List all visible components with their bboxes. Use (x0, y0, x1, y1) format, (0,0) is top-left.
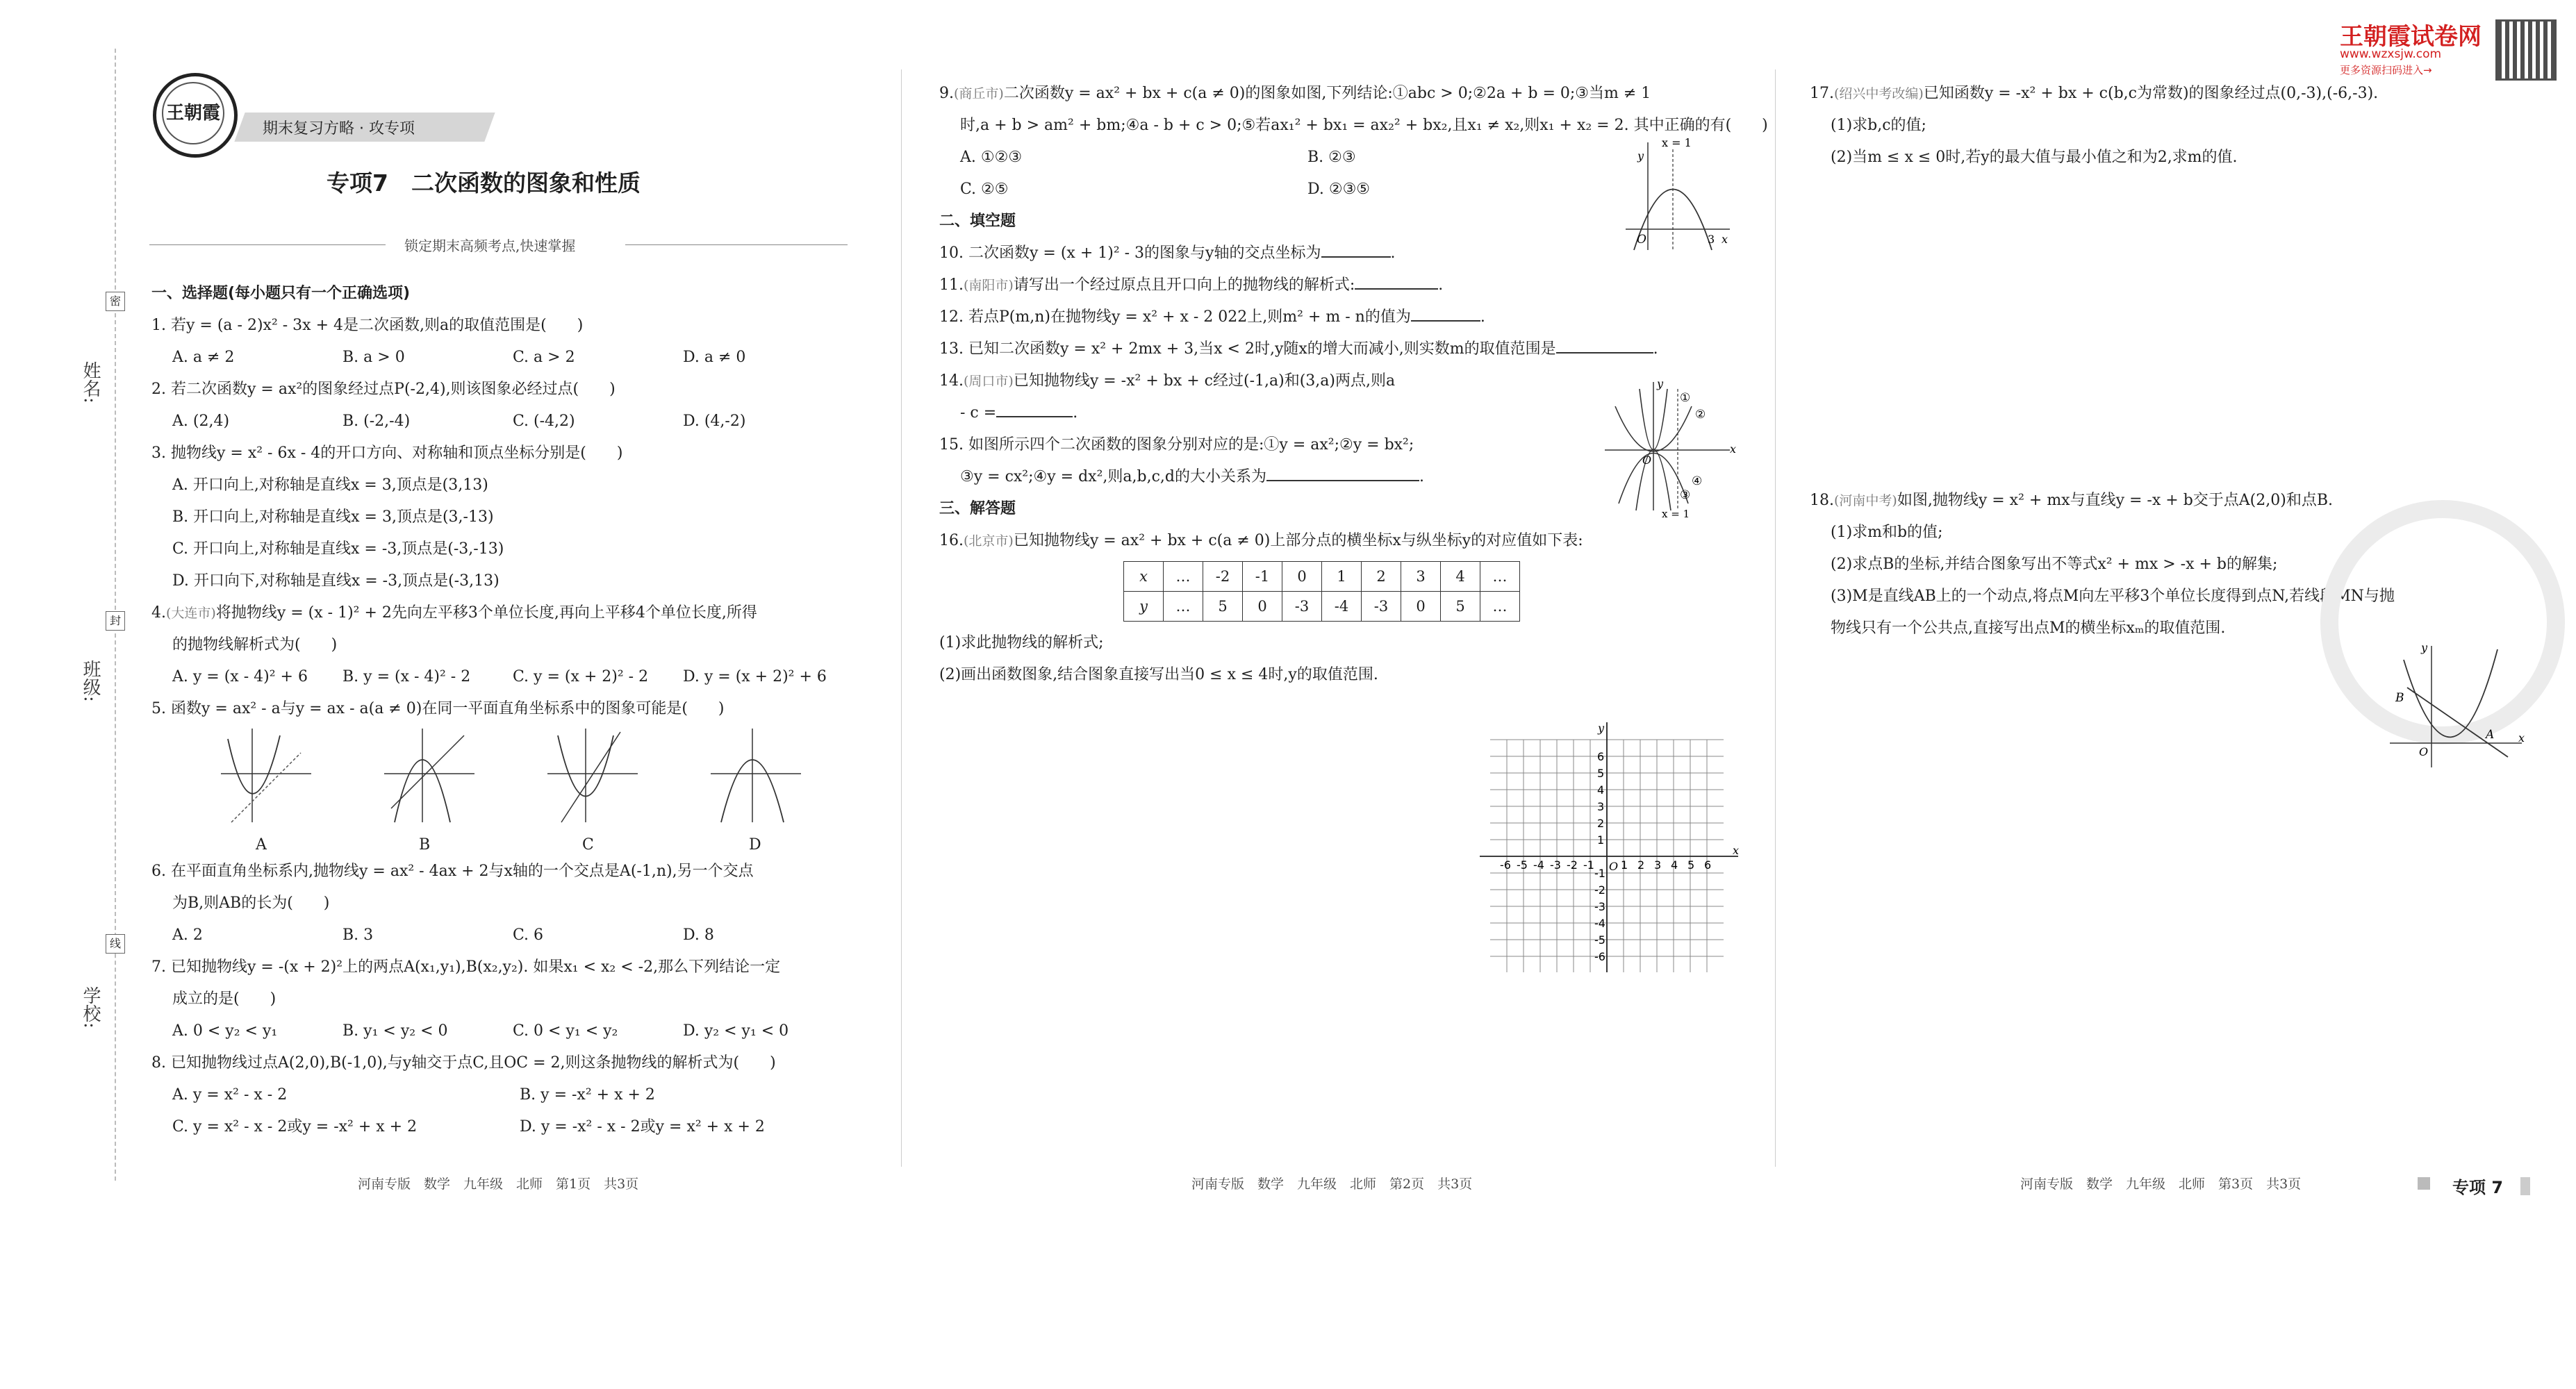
q10: 10. 二次函数y = (x + 1)² - 3的图象与y轴的交点坐标为 . (939, 238, 1759, 269)
q5-label-d: D (749, 836, 761, 854)
page-divider-2 (1775, 69, 1776, 1167)
q9-stem-line2: 时,a + b > am² + bm;④a - b + c > 0;⑤若ax₁² + bx₁ = ax₂² + bx₂,且x₁ ≠ x₂,则x₁ + x₂ = 2. 其中正确的有( ) (960, 117, 1768, 134)
table-row-y (1124, 592, 1520, 622)
q8-options-row2 (151, 1111, 874, 1143)
q17-num: 17. (1810, 85, 1834, 102)
q3-option-c[interactable]: C. 开口向上,对称轴是直线x = -3,顶点是(-3,-13) (172, 540, 504, 558)
section-choice: 一、选择题(每小题只有一个正确选项) (151, 285, 411, 302)
q17-part1: (1)求b,c的值; (1831, 117, 1926, 134)
q13-text: 13. 已知二次函数y = x² + 2mx + 3,当x < 2时,y随x的增大而减小,则实数m的取值范围是 (939, 340, 1556, 358)
grid-x-tick: 3 (1654, 858, 1662, 872)
grid-y-tick: 5 (1597, 767, 1605, 780)
q1-option-a[interactable]: A. a ≠ 2 (172, 349, 235, 366)
footer-page2: 河南专版 数学 九年级 北师 第2页 共3页 (1191, 1176, 1473, 1192)
q16-table-wrap (939, 557, 1759, 627)
q9-stem-text: 二次函数y = ax² + bx + c(a ≠ 0)的图象如图,下列结论:①abc > 0;②2a + b = 0;③当m ≠ 1 (1003, 85, 1651, 102)
brand-logo (153, 73, 238, 158)
q15-fig-label-4: ④ (1692, 474, 1703, 488)
table-cell: 0 (1282, 562, 1322, 592)
q4-option-c[interactable]: C. y = (x + 2)² - 2 (513, 668, 649, 685)
q12-answer-blank[interactable] (1411, 302, 1480, 322)
q5-figures (151, 725, 874, 856)
q18-figure (2383, 639, 2529, 771)
q8-stem: 8. 已知抛物线过点A(2,0),B(-1,0),与y轴交于点C,且OC = 2,则这条抛物线的解析式为( ) (151, 1054, 776, 1072)
q15-figure (1598, 375, 1744, 521)
q4-num: 4. (151, 604, 166, 622)
q13: 13. 已知二次函数y = x² + 2mx + 3,当x < 2时,y随x的增大而减小,则实数m的取值范围是 . (939, 333, 1759, 365)
brand-url[interactable]: www.wzxsjw.com (2340, 47, 2442, 61)
q9-stem-line1 (939, 78, 1759, 110)
q5-figure-b[interactable] (381, 725, 478, 829)
section-fill: 二、填空题 (939, 213, 1016, 230)
table-cell: 0 (1401, 592, 1441, 622)
q8-option-b[interactable]: B. y = -x² + x + 2 (520, 1086, 655, 1104)
q1-option-b[interactable]: B. a > 0 (342, 349, 405, 366)
q7-option-d[interactable]: D. y₂ < y₁ < 0 (683, 1022, 789, 1040)
q18-num: 18. (1810, 492, 1834, 509)
table-cell: 1 (1322, 562, 1362, 592)
seal-mi: 密 (106, 292, 125, 311)
q6-stem-line1: 6. 在平面直角坐标系内,抛物线y = ax² - 4ax + 2与x轴的一个交点是A(-1,n),另一个交点 (151, 863, 754, 880)
q13-answer-blank[interactable] (1556, 334, 1653, 354)
q18-part3-line1: (3)M是直线AB上的一个动点,将点M向左平移3个单位长度得到点N,若线段MN与抛 (1831, 588, 2395, 605)
q9-option-b[interactable]: B. ②③ (1307, 149, 1356, 166)
q16-grid[interactable] (1480, 722, 1744, 972)
section-solve: 三、解答题 (939, 500, 1016, 517)
grid-x-tick: -1 (1583, 858, 1594, 872)
q18-fig-point-b: B (2395, 691, 2404, 705)
table-cell: … (1164, 562, 1203, 592)
q11-num: 11. (939, 276, 964, 294)
q9-option-a[interactable]: A. ①②③ (960, 149, 1023, 166)
grid-y-tick: 4 (1597, 783, 1605, 797)
q8-options-row1 (151, 1079, 874, 1111)
grid-y-tick: -5 (1594, 933, 1605, 947)
q11-answer-blank[interactable] (1355, 270, 1438, 290)
q14-num: 14. (939, 372, 964, 390)
q16-grid-origin: O (1609, 860, 1619, 873)
q4-stem (151, 597, 874, 629)
q2-option-c[interactable]: C. (-4,2) (513, 413, 575, 430)
q8-option-a[interactable]: A. y = x² - x - 2 (172, 1086, 288, 1104)
table-cell: 0 (1243, 592, 1282, 622)
q11: 11.(南阳市)请写出一个经过原点且开口向上的抛物线的解析式: . (939, 269, 1759, 301)
q15-fig-label-2: ② (1695, 408, 1706, 422)
class-label: 班级: (80, 660, 101, 702)
page-subtitle: 锁定期末高频考点,快速掌握 (404, 238, 576, 254)
q18-part2: (2)求点B的坐标,并结合图象写出不等式x² + mx > -x + b的解集; (1831, 556, 2278, 573)
page-title: 专项7 二次函数的图象和性质 (327, 169, 641, 197)
q3-option-a[interactable]: A. 开口向上,对称轴是直线x = 3,顶点是(3,13) (172, 476, 488, 494)
q11-text: 请写出一个经过原点且开口向上的抛物线的解析式: (1013, 276, 1355, 294)
q6-options (151, 920, 874, 951)
q5-figure-c[interactable] (544, 725, 641, 829)
badge-mark (2418, 1177, 2430, 1190)
q1-option-d[interactable]: D. a ≠ 0 (683, 349, 746, 366)
grid-x-tick: 1 (1621, 858, 1628, 872)
q5-figure-d[interactable] (707, 725, 804, 829)
series-label: 期末复习方略 · 攻专项 (263, 120, 415, 138)
grid-y-tick: -3 (1594, 900, 1605, 913)
grid-y-tick: 6 (1597, 750, 1605, 763)
q9-fig-x-label: x (1722, 233, 1728, 246)
grid-x-tick: 2 (1637, 858, 1645, 872)
q6-option-b[interactable]: B. 3 (342, 926, 374, 944)
grid-y-tick: -4 (1594, 917, 1605, 930)
q4-stem-line1: 将抛物线y = (x - 1)² + 2先向左平移3个单位长度,再向上平移4个单位长度,所得 (215, 604, 757, 622)
q15-fig-label-1: ① (1680, 391, 1691, 405)
q5-label-b: B (419, 836, 431, 854)
q9-source: (商丘市) (954, 86, 1004, 101)
q8-option-c[interactable]: C. y = x² - x - 2或y = -x² + x + 2 (172, 1118, 418, 1136)
table-cell: -3 (1282, 592, 1322, 622)
q7-options (151, 1015, 874, 1047)
q15-fig-y-label: y (1657, 377, 1664, 390)
q9-fig-origin: O (1637, 233, 1646, 247)
grid-y-tick: -2 (1594, 883, 1605, 897)
grid-x-tick: 5 (1687, 858, 1695, 872)
q17-part2: (2)当m ≤ x ≤ 0时,若y的最大值与最小值之和为2,求m的值. (1831, 149, 2238, 166)
q7-stem-line1: 7. 已知抛物线y = -(x + 2)²上的两点A(x₁,y₁),B(x₂,y₂). 如果x₁ < x₂ < -2,那么下列结论一定 (151, 958, 781, 976)
q15-fig-origin: O (1642, 454, 1652, 467)
grid-x-tick: 4 (1671, 858, 1678, 872)
page1-content (151, 278, 874, 1389)
q9-option-d[interactable]: D. ②③⑤ (1307, 181, 1371, 198)
table-cell: 5 (1203, 592, 1243, 622)
table-cell: x (1124, 562, 1164, 592)
table-cell: 2 (1362, 562, 1401, 592)
q5-stem: 5. 函数y = ax² - a与y = ax - a(a ≠ 0)在同一平面直角坐标系中的图象可能是( ) (151, 700, 725, 717)
name-label: 姓名: (80, 361, 101, 404)
q9-fig-x1-label: x = 1 (1662, 136, 1692, 149)
q4-options (151, 661, 874, 693)
q14-source: (周口市) (964, 374, 1014, 389)
subtitle-rule-left (149, 244, 386, 245)
q3-stem: 3. 抛物线y = x² - 6x - 4的开口方向、对称轴和顶点坐标分别是( ) (151, 444, 623, 462)
q12: 12. 若点P(m,n)在抛物线y = x² + x - 2 022上,则m² + m - n的值为 . (939, 301, 1759, 333)
q16-value-table (1123, 561, 1520, 622)
q3-option-b[interactable]: B. 开口向上,对称轴是直线x = 3,顶点是(3,-13) (172, 508, 494, 526)
q17-text: 已知函数y = -x² + bx + c(b,c为常数)的图象经过点(0,-3),(-6,-3). (1923, 85, 2379, 102)
q7-option-b[interactable]: B. y₁ < y₂ < 0 (342, 1022, 448, 1040)
logo-text: 王朝霞 (162, 82, 224, 144)
footer-page1: 河南专版 数学 九年级 北师 第1页 共3页 (358, 1176, 639, 1192)
q18-fig-origin: O (2419, 745, 2429, 758)
page-divider-1 (901, 69, 902, 1167)
q16-grid-x-label: x (1733, 844, 1740, 857)
subtitle-rule-right (625, 244, 848, 245)
q5-label-a: A (256, 836, 267, 854)
q5-figure-a[interactable] (217, 725, 315, 829)
q16-source: (北京市) (964, 533, 1014, 549)
table-cell: … (1164, 592, 1203, 622)
table-cell: -1 (1243, 562, 1282, 592)
table-row-x (1124, 562, 1520, 592)
seal-feng: 封 (106, 611, 125, 631)
q15-answer-blank[interactable] (1266, 462, 1419, 481)
q15-fig-x-label: x (1730, 442, 1737, 456)
q17-answer-space[interactable] (1810, 174, 2546, 485)
q9-option-c[interactable]: C. ②⑤ (960, 181, 1009, 198)
grid-x-tick: -4 (1533, 858, 1544, 872)
q15-text-2: ③y = cx²;④y = dx²,则a,b,c,d的大小关系为 (960, 468, 1266, 485)
q4-source: (大连市) (166, 606, 216, 621)
grid-x-tick: 6 (1704, 858, 1712, 872)
q2-option-d[interactable]: D. (4,-2) (683, 413, 746, 430)
table-cell: … (1480, 592, 1520, 622)
q3-option-d[interactable]: D. 开口向下,对称轴是直线x = -3,顶点是(-3,13) (172, 572, 499, 590)
q17-source: (绍兴中考改编) (1834, 86, 1924, 101)
q17-stem (1810, 78, 2546, 110)
q16-text: 已知抛物线y = ax² + bx + c(a ≠ 0)上部分点的横坐标x与纵坐标y的对应值如下表: (1013, 532, 1583, 549)
q4-stem-line2: 的抛物线解析式为( ) (172, 636, 338, 654)
q6-option-c[interactable]: C. 6 (513, 926, 544, 944)
q1-options (151, 342, 874, 374)
q2-option-b[interactable]: B. (-2,-4) (342, 413, 411, 430)
q14-text-2: - c = (960, 404, 997, 422)
q14-text: 已知抛物线y = -x² + bx + c经过(-1,a)和(3,a)两点,则a (1013, 372, 1396, 390)
q2-option-a[interactable]: A. (2,4) (172, 413, 230, 430)
q16-num: 16. (939, 532, 964, 549)
grid-y-tick: 2 (1597, 817, 1605, 830)
q18-source: (河南中考) (1834, 493, 1897, 508)
q16-part2: (2)画出函数图象,结合图象直接写出当0 ≤ x ≤ 4时,y的取值范围. (939, 666, 1378, 683)
table-cell: … (1480, 562, 1520, 592)
q9-fig-y-label: y (1637, 149, 1644, 163)
table-cell: -3 (1362, 592, 1401, 622)
q5-label-c: C (582, 836, 594, 854)
q7-option-c[interactable]: C. 0 < y₁ < y₂ (513, 1022, 618, 1040)
q18-fig-point-a: A (2486, 728, 2495, 742)
q8-option-d[interactable]: D. y = -x² - x - 2或y = x² + x + 2 (520, 1118, 765, 1136)
footer-page3: 河南专版 数学 九年级 北师 第3页 共3页 (2020, 1176, 2302, 1192)
grid-x-tick: -2 (1567, 858, 1578, 872)
q4-option-d[interactable]: D. y = (x + 2)² + 6 (683, 668, 827, 685)
seal-xian: 线 (106, 934, 125, 954)
q18-part1: (1)求m和b的值; (1831, 524, 1943, 541)
table-cell: 5 (1441, 592, 1480, 622)
school-label: 学校: (80, 986, 101, 1029)
q10-text: 10. 二次函数y = (x + 1)² - 3的图象与y轴的交点坐标为 (939, 244, 1321, 262)
q7-stem-line2: 成立的是( ) (172, 990, 276, 1008)
qr-code[interactable] (2495, 19, 2557, 81)
q16-grid-y-label: y (1598, 722, 1605, 735)
q4-option-b[interactable]: B. y = (x - 4)² - 2 (342, 668, 471, 685)
table-cell: y (1124, 592, 1164, 622)
table-cell: 4 (1441, 562, 1480, 592)
q15-line2: ③y = cx²;④y = dx²,则a,b,c,d的大小关系为 . (939, 461, 1759, 493)
grid-y-tick: -1 (1594, 867, 1605, 880)
q6-option-d[interactable]: D. 8 (683, 926, 714, 944)
grid-x-tick: -5 (1517, 858, 1528, 872)
brand-name[interactable]: 王朝霞试卷网 (2340, 23, 2482, 51)
q10-answer-blank[interactable] (1321, 238, 1391, 258)
brand-more: 更多资源扫码进入→ (2340, 64, 2432, 76)
q2-options (151, 406, 874, 438)
q18-fig-y-label: y (2421, 641, 2428, 654)
table-cell: -4 (1322, 592, 1362, 622)
q6-stem-line2: 为B,则AB的长为( ) (172, 895, 330, 912)
q9-num: 9. (939, 85, 954, 102)
grid-x-tick: -3 (1550, 858, 1561, 872)
q14-answer-blank[interactable] (996, 398, 1073, 417)
q18-fig-x-label: x (2518, 731, 2525, 745)
table-cell: 3 (1401, 562, 1441, 592)
grid-y-tick: -6 (1594, 950, 1605, 963)
q9-figure (1619, 135, 1737, 253)
grid-y-tick: 1 (1597, 833, 1605, 847)
q14-line2: - c = . (939, 397, 1759, 429)
table-cell: -2 (1203, 562, 1243, 592)
q12-text: 12. 若点P(m,n)在抛物线y = x² + x - 2 022上,则m² + m - n的值为 (939, 308, 1411, 326)
q7-option-a[interactable]: A. 0 < y₂ < y₁ (172, 1022, 278, 1040)
q18-part3-line2: 物线只有一个公共点,直接写出点M的横坐标xₘ的取值范围. (1831, 619, 2226, 637)
q9-fig-tick-3: 3 (1708, 233, 1715, 246)
q1-option-c[interactable]: C. a > 2 (513, 349, 575, 366)
q18-text: 如图,抛物线y = x² + mx与直线y = -x + b交于点A(2,0)和点B. (1897, 492, 2333, 509)
q16-stem (939, 525, 1759, 557)
q6-option-a[interactable]: A. 2 (172, 926, 203, 944)
grid-x-tick: -6 (1500, 858, 1511, 872)
q16-part1: (1)求此抛物线的解析式; (939, 634, 1104, 651)
grid-y-tick: 3 (1597, 800, 1605, 813)
q1-stem: 1. 若y = (a - 2)x² - 3x + 4是二次函数,则a的取值范围是( ) (151, 317, 584, 334)
q4-option-a[interactable]: A. y = (x - 4)² + 6 (172, 668, 308, 685)
q15-fig-label-3: ③ (1680, 488, 1691, 502)
q11-source: (南阳市) (964, 278, 1014, 293)
q2-stem: 2. 若二次函数y = ax²的图象经过点P(-2,4),则该图象必经过点( ) (151, 381, 616, 398)
section-badge: 专项 7 (2452, 1178, 2504, 1197)
badge-tail (2520, 1177, 2530, 1195)
q15-line1: 15. 如图所示四个二次函数的图象分别对应的是:①y = ax²;②y = bx²; (939, 436, 1414, 454)
q15-fig-x1-label: x = 1 (1662, 508, 1690, 520)
